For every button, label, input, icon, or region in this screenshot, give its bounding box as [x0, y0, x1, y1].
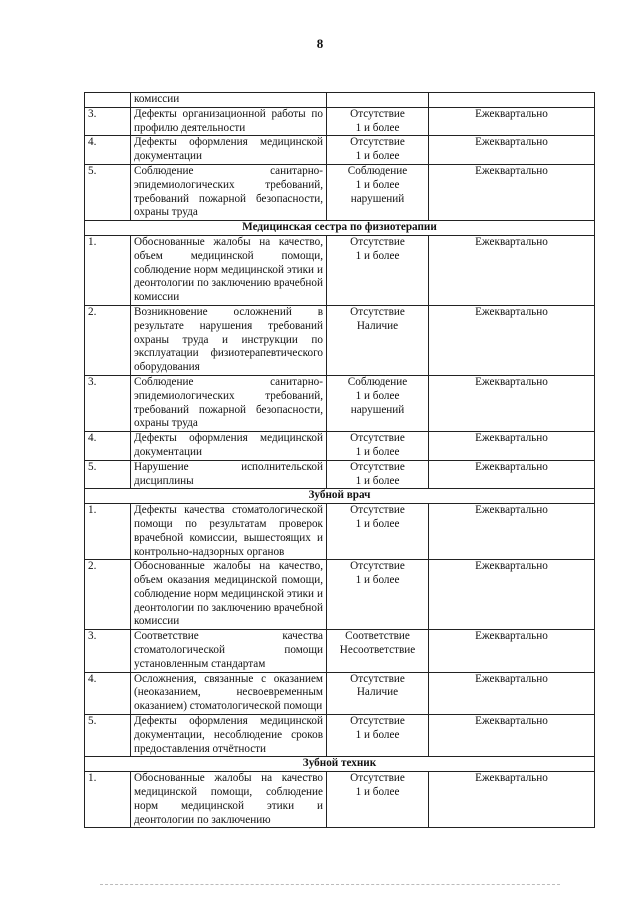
criterion-value [327, 630, 429, 672]
table-row [85, 136, 595, 165]
table-row [85, 305, 595, 375]
row-number: 4. [85, 672, 131, 714]
criterion-value-line: 1 и более [355, 517, 400, 530]
criterion-text: Дефекты оформления медицинской документации, несоблюдение сроков предоставления отчётности [131, 715, 327, 757]
table-row [85, 672, 595, 714]
criterion-value-line: Отсутствие [350, 772, 405, 785]
section-title: Зубной врач [85, 489, 595, 504]
criterion-value [327, 504, 429, 560]
table-row [85, 504, 595, 560]
section-header-row [85, 757, 595, 772]
row-number: 2. [85, 560, 131, 630]
criterion-text: Осложнения, связанные с оказанием (неоказанием, несвоевременным оказанием) стоматологической помощи [131, 672, 327, 714]
page-number: 8 [316, 36, 324, 51]
row-number: 1. [85, 772, 131, 828]
criterion-value-line: Наличие [356, 686, 399, 699]
assessment-period: Ежеквартально [429, 107, 595, 136]
criterion-value-line: 1 и более [355, 389, 400, 402]
criterion-value-line: Отсутствие [350, 460, 405, 473]
row-number: 2. [85, 305, 131, 375]
criterion-value [327, 107, 429, 136]
criterion-value-line: 1 и более [355, 178, 400, 191]
assessment-period: Ежеквартально [429, 560, 595, 630]
criterion-value-line: Соблюдение [347, 164, 408, 177]
row-number: 5. [85, 715, 131, 757]
criterion-value-line: Наличие [356, 319, 399, 332]
scan-edge-line [100, 884, 560, 885]
row-number: 5. [85, 164, 131, 220]
criterion-value-line: Отсутствие [350, 504, 405, 517]
section-title: Зубной техник [85, 757, 595, 772]
criterion-value-line: нарушений [350, 192, 405, 205]
criterion-value-line: Отсутствие [350, 560, 405, 573]
criterion-text: Обоснованные жалобы на качество медицинской помощи, соблюдение норм медицинской этики и деонтологии по заключению [131, 772, 327, 828]
criterion-value-line: Отсутствие [350, 305, 405, 318]
assessment-period: Ежеквартально [429, 305, 595, 375]
assessment-period: Ежеквартально [429, 672, 595, 714]
table-row [85, 715, 595, 757]
table-row [85, 93, 595, 108]
table-row [85, 560, 595, 630]
criterion-value-line: 1 и более [355, 445, 400, 458]
row-number: 3. [85, 107, 131, 136]
criterion-value-line: 1 и более [355, 786, 400, 799]
criterion-value-line: 1 и более [355, 574, 400, 587]
criterion-value-line: Соответствие [345, 630, 410, 643]
row-number: 3. [85, 375, 131, 431]
criterion-value [327, 164, 429, 220]
criterion-value [327, 305, 429, 375]
criterion-value-line: 1 и более [355, 728, 400, 741]
criterion-value [327, 672, 429, 714]
criterion-value-line: Отсутствие [350, 136, 405, 149]
criterion-text: Дефекты качества стоматологической помощи по результатам проверок врачебной комиссии, вышестоящих и контрольно-надзорных органов [131, 504, 327, 560]
row-number [85, 93, 131, 108]
table-row [85, 630, 595, 672]
criteria-table [84, 92, 595, 828]
assessment-period: Ежеквартально [429, 715, 595, 757]
table-row [85, 107, 595, 136]
row-number: 1. [85, 235, 131, 305]
assessment-period: Ежеквартально [429, 504, 595, 560]
section-header-row [85, 221, 595, 236]
table-row [85, 164, 595, 220]
criterion-value-line: Отсутствие [350, 715, 405, 728]
criterion-value [327, 715, 429, 757]
row-number: 1. [85, 504, 131, 560]
criterion-value [327, 560, 429, 630]
criterion-text: Соблюдение санитарно-эпидемиологических требований, требований пожарной безопасности, охраны труда [131, 164, 327, 220]
assessment-period: Ежеквартально [429, 136, 595, 165]
criterion-value-line: Соблюдение [347, 375, 408, 388]
criterion-value [327, 375, 429, 431]
assessment-period: Ежеквартально [429, 432, 595, 461]
criterion-text: Возникновение осложнений в результате нарушения требований охраны труда и инструкции по эксплуатации физиотерапевтического оборудования [131, 305, 327, 375]
table-row [85, 460, 595, 489]
row-number: 4. [85, 432, 131, 461]
criterion-value-line: Отсутствие [350, 432, 405, 445]
row-number: 5. [85, 460, 131, 489]
row-number: 3. [85, 630, 131, 672]
criterion-text: Соответствие качества стоматологической помощи установленным стандартам [131, 630, 327, 672]
assessment-period: Ежеквартально [429, 164, 595, 220]
criterion-value-line: 1 и более [355, 121, 400, 134]
criterion-value-line: 1 и более [355, 150, 400, 163]
criterion-text: Дефекты оформления медицинской документации [131, 136, 327, 165]
section-header-row [85, 489, 595, 504]
criterion-value-line: 1 и более [355, 474, 400, 487]
table-row [85, 772, 595, 828]
criterion-value [327, 93, 429, 108]
criterion-text: Соблюдение санитарно-эпидемиологических требований, требований пожарной безопасности, охраны труда [131, 375, 327, 431]
criterion-value [327, 136, 429, 165]
assessment-period [429, 93, 595, 108]
section-title: Медицинская сестра по физиотерапии [85, 221, 595, 236]
assessment-period: Ежеквартально [429, 235, 595, 305]
criterion-value [327, 432, 429, 461]
criterion-text: Обоснованные жалобы на качество, объем медицинской помощи, соблюдение норм медицинской этики и деонтологии по заключению врачебной комиссии [131, 235, 327, 305]
criterion-text: Дефекты организационной работы по профилю деятельности [131, 107, 327, 136]
criterion-value-line: нарушений [350, 403, 405, 416]
criterion-value-line: Несоответствие [339, 644, 416, 657]
criterion-value-line: Отсутствие [350, 107, 405, 120]
criterion-text: комиссии [131, 93, 327, 108]
assessment-period: Ежеквартально [429, 375, 595, 431]
table-row [85, 432, 595, 461]
criterion-value [327, 235, 429, 305]
assessment-period: Ежеквартально [429, 772, 595, 828]
criterion-text: Дефекты оформления медицинской документации [131, 432, 327, 461]
criteria-table-body [85, 93, 595, 828]
criterion-value-line: Отсутствие [350, 672, 405, 685]
assessment-period: Ежеквартально [429, 460, 595, 489]
criterion-value-line: 1 и более [355, 249, 400, 262]
table-row [85, 235, 595, 305]
criterion-text: Обоснованные жалобы на качество, объем оказания медицинской помощи, соблюдение норм медицинской этики и деонтологии по заключению врачебной комиссии [131, 560, 327, 630]
row-number: 4. [85, 136, 131, 165]
criterion-value [327, 772, 429, 828]
criterion-value [327, 460, 429, 489]
table-row [85, 375, 595, 431]
criterion-text: Нарушение исполнительской дисциплины [131, 460, 327, 489]
assessment-period: Ежеквартально [429, 630, 595, 672]
criterion-value-line: Отсутствие [350, 235, 405, 248]
